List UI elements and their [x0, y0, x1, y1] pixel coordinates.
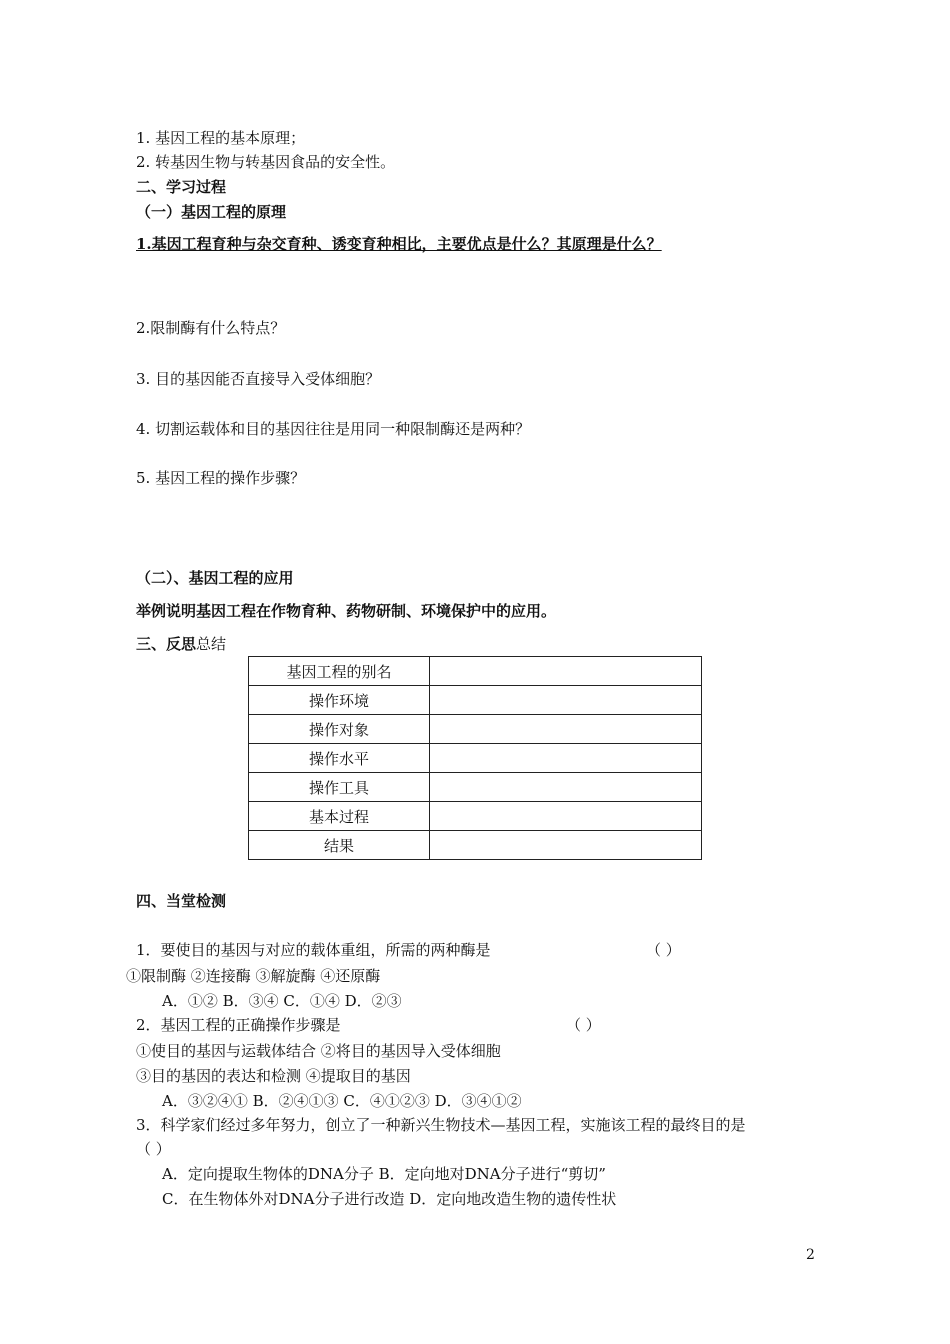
table-row: [249, 715, 702, 744]
table-key: 基因工程的别名: [249, 657, 430, 686]
table-row: [249, 686, 702, 715]
test-q1-stem: 1．要使目的基因与对应的载体重组，所需的两种酶是: [136, 941, 491, 959]
section3-heading-rest: 总结: [196, 635, 227, 653]
test-q1-paren: （ ）: [646, 941, 681, 959]
test-q2-stem: 2．基因工程的正确操作步骤是: [136, 1016, 341, 1034]
test-q2-items-2: ③目的基因的表达和检测 ④提取目的基因: [136, 1067, 411, 1085]
goal-1: 1. 基因工程的基本原理；: [136, 129, 306, 147]
question-5: 5. 基因工程的操作步骤？: [136, 469, 306, 487]
table-value: [430, 657, 702, 686]
section4-heading: 四、当堂检测: [136, 892, 227, 910]
goal-2: 2. 转基因生物与转基因食品的安全性。: [136, 153, 396, 171]
question-3: 3. 目的基因能否直接导入受体细胞？: [136, 370, 381, 388]
table-key: 操作水平: [249, 744, 430, 773]
test-q3-paren: （ ）: [136, 1140, 171, 1158]
test-q3-options-1: A．定向提取生物体的DNA分子 B．定向地对DNA分子进行“剪切”: [162, 1165, 606, 1183]
test-q2-options: A．③②④① B．②④①③ C．④①②③ D．③④①②: [162, 1092, 522, 1110]
section3-heading: [136, 633, 226, 655]
subsection1-heading: （一）基因工程的原理: [136, 203, 287, 221]
table-row: [249, 657, 702, 686]
table-row: [249, 802, 702, 831]
table-key: 基本过程: [249, 802, 430, 831]
subsection2-heading: （二）、基因工程的应用: [136, 569, 294, 587]
table-key: 操作对象: [249, 715, 430, 744]
test-q3-stem: 3．科学家们经过多年努力，创立了一种新兴生物技术—基因工程，实施该工程的最终目的是: [136, 1116, 746, 1134]
table-value: [430, 744, 702, 773]
table-value: [430, 773, 702, 802]
summary-table: [248, 656, 702, 860]
table-key: 操作环境: [249, 686, 430, 715]
test-q2-paren: （ ）: [566, 1016, 601, 1034]
table-row: [249, 744, 702, 773]
question-2: 2.限制酶有什么特点？: [136, 319, 286, 337]
table-row: [249, 831, 702, 860]
test-q2-items-1: ①使目的基因与运载体结合 ②将目的基因导入受体细胞: [136, 1042, 501, 1060]
question-4: 4. 切割运载体和目的基因往往是用同一种限制酶还是两种？: [136, 420, 531, 438]
page-number: 2: [806, 1247, 815, 1263]
section3-heading-bold: 三、反思: [136, 635, 197, 653]
test-q1-options: A．①② B．③④ C．①④ D．②③: [162, 992, 402, 1010]
table-value: [430, 686, 702, 715]
section2-heading: 二、学习过程: [136, 178, 227, 196]
table-row: [249, 773, 702, 802]
table-key: 操作工具: [249, 773, 430, 802]
test-q3-options-2: C．在生物体外对DNA分子进行改造 D．定向地改造生物的遗传性状: [162, 1190, 617, 1208]
subsection2-text: 举例说明基因工程在作物育种、药物研制、环境保护中的应用。: [136, 602, 557, 620]
table-value: [430, 831, 702, 860]
question-1: 1.基因工程育种与杂交育种、诱变育种相比，主要优点是什么？其原理是什么？: [136, 235, 662, 253]
table-value: [430, 802, 702, 831]
test-q1-items: ①限制酶 ②连接酶 ③解旋酶 ④还原酶: [126, 967, 381, 985]
table-key: 结果: [249, 831, 430, 860]
table-value: [430, 715, 702, 744]
